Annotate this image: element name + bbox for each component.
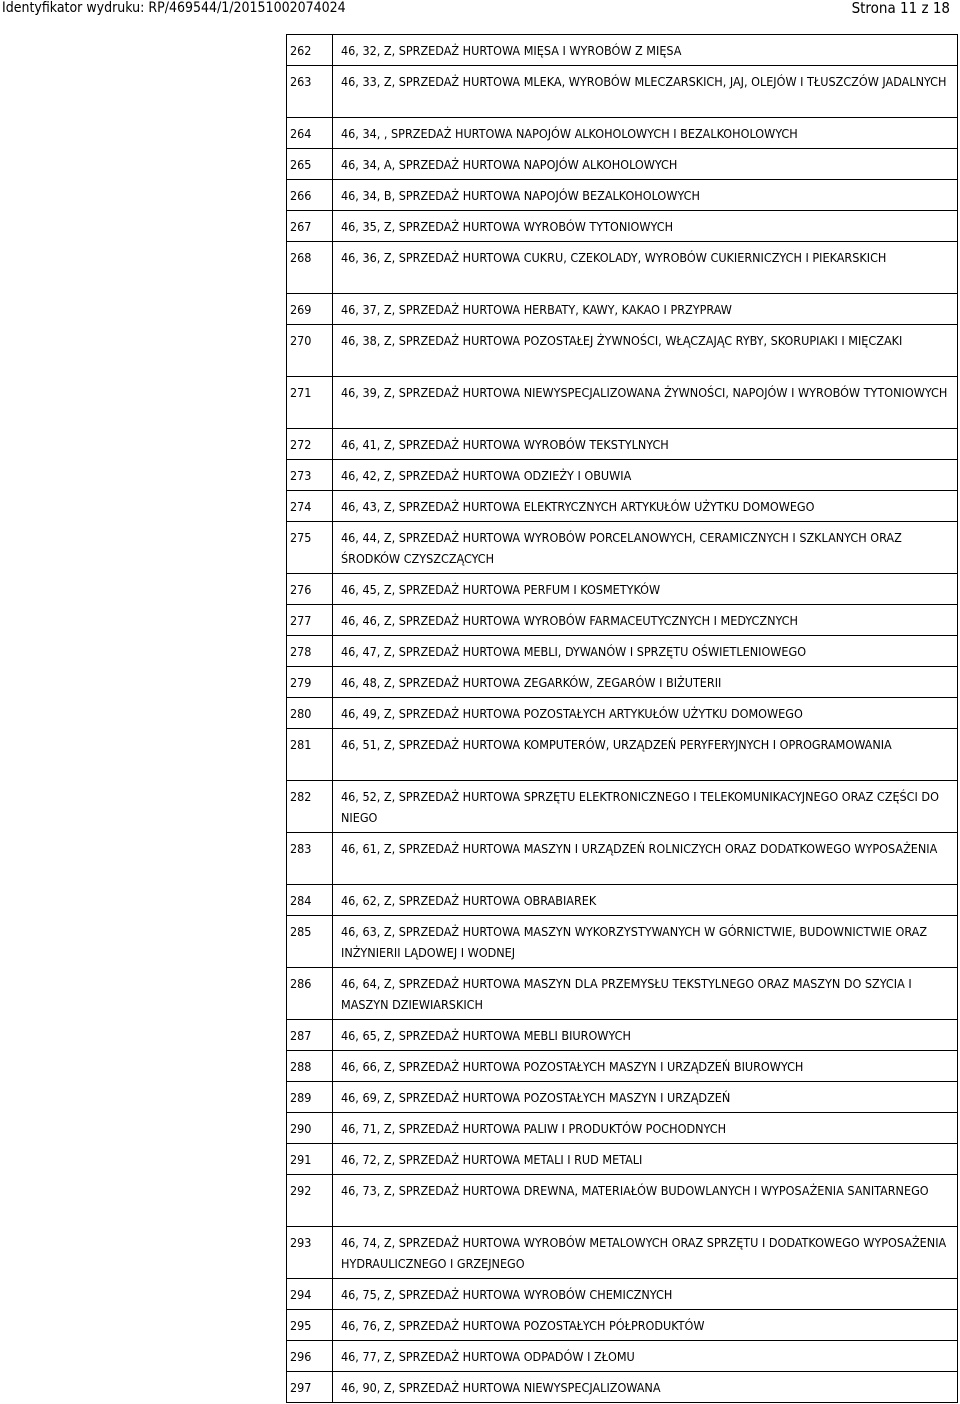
table-row	[287, 636, 958, 667]
pkd-description: 46, 35, Z, SPRZEDAŻ HURTOWA WYROBÓW TYTONIOWYCH	[333, 211, 958, 242]
row-number: 277	[287, 605, 333, 636]
pkd-description: 46, 66, Z, SPRZEDAŻ HURTOWA POZOSTAŁYCH MASZYN I URZĄDZEŃ BIUROWYCH	[333, 1051, 958, 1082]
row-number: 288	[287, 1051, 333, 1082]
pkd-description: 46, 34, A, SPRZEDAŻ HURTOWA NAPOJÓW ALKOHOLOWYCH	[333, 149, 958, 180]
table-row	[287, 118, 958, 149]
table-row	[287, 1051, 958, 1082]
pkd-description: 46, 49, Z, SPRZEDAŻ HURTOWA POZOSTAŁYCH ARTYKUŁÓW UŻYTKU DOMOWEGO	[333, 698, 958, 729]
pkd-description: 46, 41, Z, SPRZEDAŻ HURTOWA WYROBÓW TEKSTYLNYCH	[333, 429, 958, 460]
table-row	[287, 1144, 958, 1175]
table-row	[287, 180, 958, 211]
table-row	[287, 429, 958, 460]
table-row	[287, 294, 958, 325]
table-row	[287, 211, 958, 242]
row-number: 268	[287, 242, 333, 294]
row-number: 276	[287, 574, 333, 605]
row-number: 294	[287, 1279, 333, 1310]
row-number: 265	[287, 149, 333, 180]
table-row	[287, 491, 958, 522]
pkd-description: 46, 33, Z, SPRZEDAŻ HURTOWA MLEKA, WYROBÓW MLECZARSKICH, JAJ, OLEJÓW I TŁUSZCZÓW JADALNYCH	[333, 66, 958, 118]
row-number: 282	[287, 781, 333, 833]
row-number: 295	[287, 1310, 333, 1341]
row-number: 270	[287, 325, 333, 377]
table-row	[287, 1082, 958, 1113]
row-number: 275	[287, 522, 333, 574]
table-row	[287, 522, 958, 574]
row-number: 263	[287, 66, 333, 118]
row-number: 293	[287, 1227, 333, 1279]
table-row	[287, 1310, 958, 1341]
row-number: 278	[287, 636, 333, 667]
pkd-description: 46, 76, Z, SPRZEDAŻ HURTOWA POZOSTAŁYCH PÓŁPRODUKTÓW	[333, 1310, 958, 1341]
page-number: Strona 11 z 18	[851, 0, 950, 17]
table-row	[287, 667, 958, 698]
table-row	[287, 1341, 958, 1372]
row-number: 272	[287, 429, 333, 460]
pkd-description: 46, 63, Z, SPRZEDAŻ HURTOWA MASZYN WYKORZYSTYWANYCH W GÓRNICTWIE, BUDOWNICTWIE ORAZ INŻYNIERII LĄDOWEJ I WODNEJ	[333, 916, 958, 968]
table-row	[287, 1113, 958, 1144]
pkd-description: 46, 34, , SPRZEDAŻ HURTOWA NAPOJÓW ALKOHOLOWYCH I BEZALKOHOLOWYCH	[333, 118, 958, 149]
row-number: 274	[287, 491, 333, 522]
pkd-description: 46, 71, Z, SPRZEDAŻ HURTOWA PALIW I PRODUKTÓW POCHODNYCH	[333, 1113, 958, 1144]
table-row	[287, 1020, 958, 1051]
row-number: 290	[287, 1113, 333, 1144]
pkd-code-table-body	[287, 35, 958, 1403]
table-row	[287, 149, 958, 180]
pkd-description: 46, 44, Z, SPRZEDAŻ HURTOWA WYROBÓW PORCELANOWYCH, CERAMICZNYCH I SZKLANYCH ORAZ ŚRODKÓW CZYSZCZĄCYCH	[333, 522, 958, 574]
row-number: 285	[287, 916, 333, 968]
table-row	[287, 66, 958, 118]
pkd-description: 46, 74, Z, SPRZEDAŻ HURTOWA WYROBÓW METALOWYCH ORAZ SPRZĘTU I DODATKOWEGO WYPOSAŻENIA HYDRAULICZNEGO I GRZEJNEGO	[333, 1227, 958, 1279]
table-row	[287, 885, 958, 916]
row-number: 281	[287, 729, 333, 781]
pkd-description: 46, 52, Z, SPRZEDAŻ HURTOWA SPRZĘTU ELEKTRONICZNEGO I TELEKOMUNIKACYJNEGO ORAZ CZĘŚCI DO NIEGO	[333, 781, 958, 833]
pkd-description: 46, 42, Z, SPRZEDAŻ HURTOWA ODZIEŻY I OBUWIA	[333, 460, 958, 491]
table-row	[287, 833, 958, 885]
table-row	[287, 1227, 958, 1279]
pkd-description: 46, 39, Z, SPRZEDAŻ HURTOWA NIEWYSPECJALIZOWANA ŻYWNOŚCI, NAPOJÓW I WYROBÓW TYTONIOWYCH	[333, 377, 958, 429]
table-row	[287, 574, 958, 605]
table-row	[287, 325, 958, 377]
row-number: 286	[287, 968, 333, 1020]
row-number: 296	[287, 1341, 333, 1372]
row-number: 280	[287, 698, 333, 729]
table-row	[287, 698, 958, 729]
pkd-description: 46, 32, Z, SPRZEDAŻ HURTOWA MIĘSA I WYROBÓW Z MIĘSA	[333, 35, 958, 66]
pkd-description: 46, 48, Z, SPRZEDAŻ HURTOWA ZEGARKÓW, ZEGARÓW I BIŻUTERII	[333, 667, 958, 698]
table-row	[287, 729, 958, 781]
row-number: 273	[287, 460, 333, 491]
pkd-description: 46, 73, Z, SPRZEDAŻ HURTOWA DREWNA, MATERIAŁÓW BUDOWLANYCH I WYPOSAŻENIA SANITARNEGO	[333, 1175, 958, 1227]
pkd-description: 46, 45, Z, SPRZEDAŻ HURTOWA PERFUM I KOSMETYKÓW	[333, 574, 958, 605]
table-row	[287, 35, 958, 66]
pkd-description: 46, 37, Z, SPRZEDAŻ HURTOWA HERBATY, KAWY, KAKAO I PRZYPRAW	[333, 294, 958, 325]
page-header	[0, 0, 960, 20]
pkd-code-table	[286, 34, 958, 1403]
table-row	[287, 916, 958, 968]
print-identifier: Identyfikator wydruku: RP/469544/1/20151002074024	[2, 0, 346, 16]
row-number: 264	[287, 118, 333, 149]
pkd-description: 46, 64, Z, SPRZEDAŻ HURTOWA MASZYN DLA PRZEMYSŁU TEKSTYLNEGO ORAZ MASZYN DO SZYCIA I MASZYN DZIEWIARSKICH	[333, 968, 958, 1020]
table-row	[287, 1279, 958, 1310]
pkd-description: 46, 90, Z, SPRZEDAŻ HURTOWA NIEWYSPECJALIZOWANA	[333, 1372, 958, 1403]
row-number: 287	[287, 1020, 333, 1051]
row-number: 284	[287, 885, 333, 916]
pkd-description: 46, 75, Z, SPRZEDAŻ HURTOWA WYROBÓW CHEMICZNYCH	[333, 1279, 958, 1310]
row-number: 269	[287, 294, 333, 325]
pkd-description: 46, 65, Z, SPRZEDAŻ HURTOWA MEBLI BIUROWYCH	[333, 1020, 958, 1051]
pkd-description: 46, 47, Z, SPRZEDAŻ HURTOWA MEBLI, DYWANÓW I SPRZĘTU OŚWIETLENIOWEGO	[333, 636, 958, 667]
table-row	[287, 605, 958, 636]
row-number: 271	[287, 377, 333, 429]
pkd-description: 46, 51, Z, SPRZEDAŻ HURTOWA KOMPUTERÓW, URZĄDZEŃ PERYFERYJNYCH I OPROGRAMOWANIA	[333, 729, 958, 781]
row-number: 283	[287, 833, 333, 885]
row-number: 266	[287, 180, 333, 211]
pkd-description: 46, 43, Z, SPRZEDAŻ HURTOWA ELEKTRYCZNYCH ARTYKUŁÓW UŻYTKU DOMOWEGO	[333, 491, 958, 522]
row-number: 262	[287, 35, 333, 66]
table-row	[287, 781, 958, 833]
row-number: 289	[287, 1082, 333, 1113]
table-row	[287, 242, 958, 294]
table-row	[287, 377, 958, 429]
pkd-description: 46, 38, Z, SPRZEDAŻ HURTOWA POZOSTAŁEJ ŻYWNOŚCI, WŁĄCZAJĄC RYBY, SKORUPIAKI I MIĘCZAKI	[333, 325, 958, 377]
row-number: 267	[287, 211, 333, 242]
row-number: 291	[287, 1144, 333, 1175]
table-row	[287, 1372, 958, 1403]
pkd-description: 46, 72, Z, SPRZEDAŻ HURTOWA METALI I RUD METALI	[333, 1144, 958, 1175]
row-number: 297	[287, 1372, 333, 1403]
table-row	[287, 1175, 958, 1227]
table-row	[287, 460, 958, 491]
pkd-description: 46, 61, Z, SPRZEDAŻ HURTOWA MASZYN I URZĄDZEŃ ROLNICZYCH ORAZ DODATKOWEGO WYPOSAŻENIA	[333, 833, 958, 885]
pkd-description: 46, 62, Z, SPRZEDAŻ HURTOWA OBRABIAREK	[333, 885, 958, 916]
row-number: 279	[287, 667, 333, 698]
pkd-description: 46, 69, Z, SPRZEDAŻ HURTOWA POZOSTAŁYCH MASZYN I URZĄDZEŃ	[333, 1082, 958, 1113]
pkd-description: 46, 36, Z, SPRZEDAŻ HURTOWA CUKRU, CZEKOLADY, WYROBÓW CUKIERNICZYCH I PIEKARSKICH	[333, 242, 958, 294]
pkd-description: 46, 77, Z, SPRZEDAŻ HURTOWA ODPADÓW I ZŁOMU	[333, 1341, 958, 1372]
pkd-description: 46, 46, Z, SPRZEDAŻ HURTOWA WYROBÓW FARMACEUTYCZNYCH I MEDYCZNYCH	[333, 605, 958, 636]
pkd-description: 46, 34, B, SPRZEDAŻ HURTOWA NAPOJÓW BEZALKOHOLOWYCH	[333, 180, 958, 211]
row-number: 292	[287, 1175, 333, 1227]
table-row	[287, 968, 958, 1020]
